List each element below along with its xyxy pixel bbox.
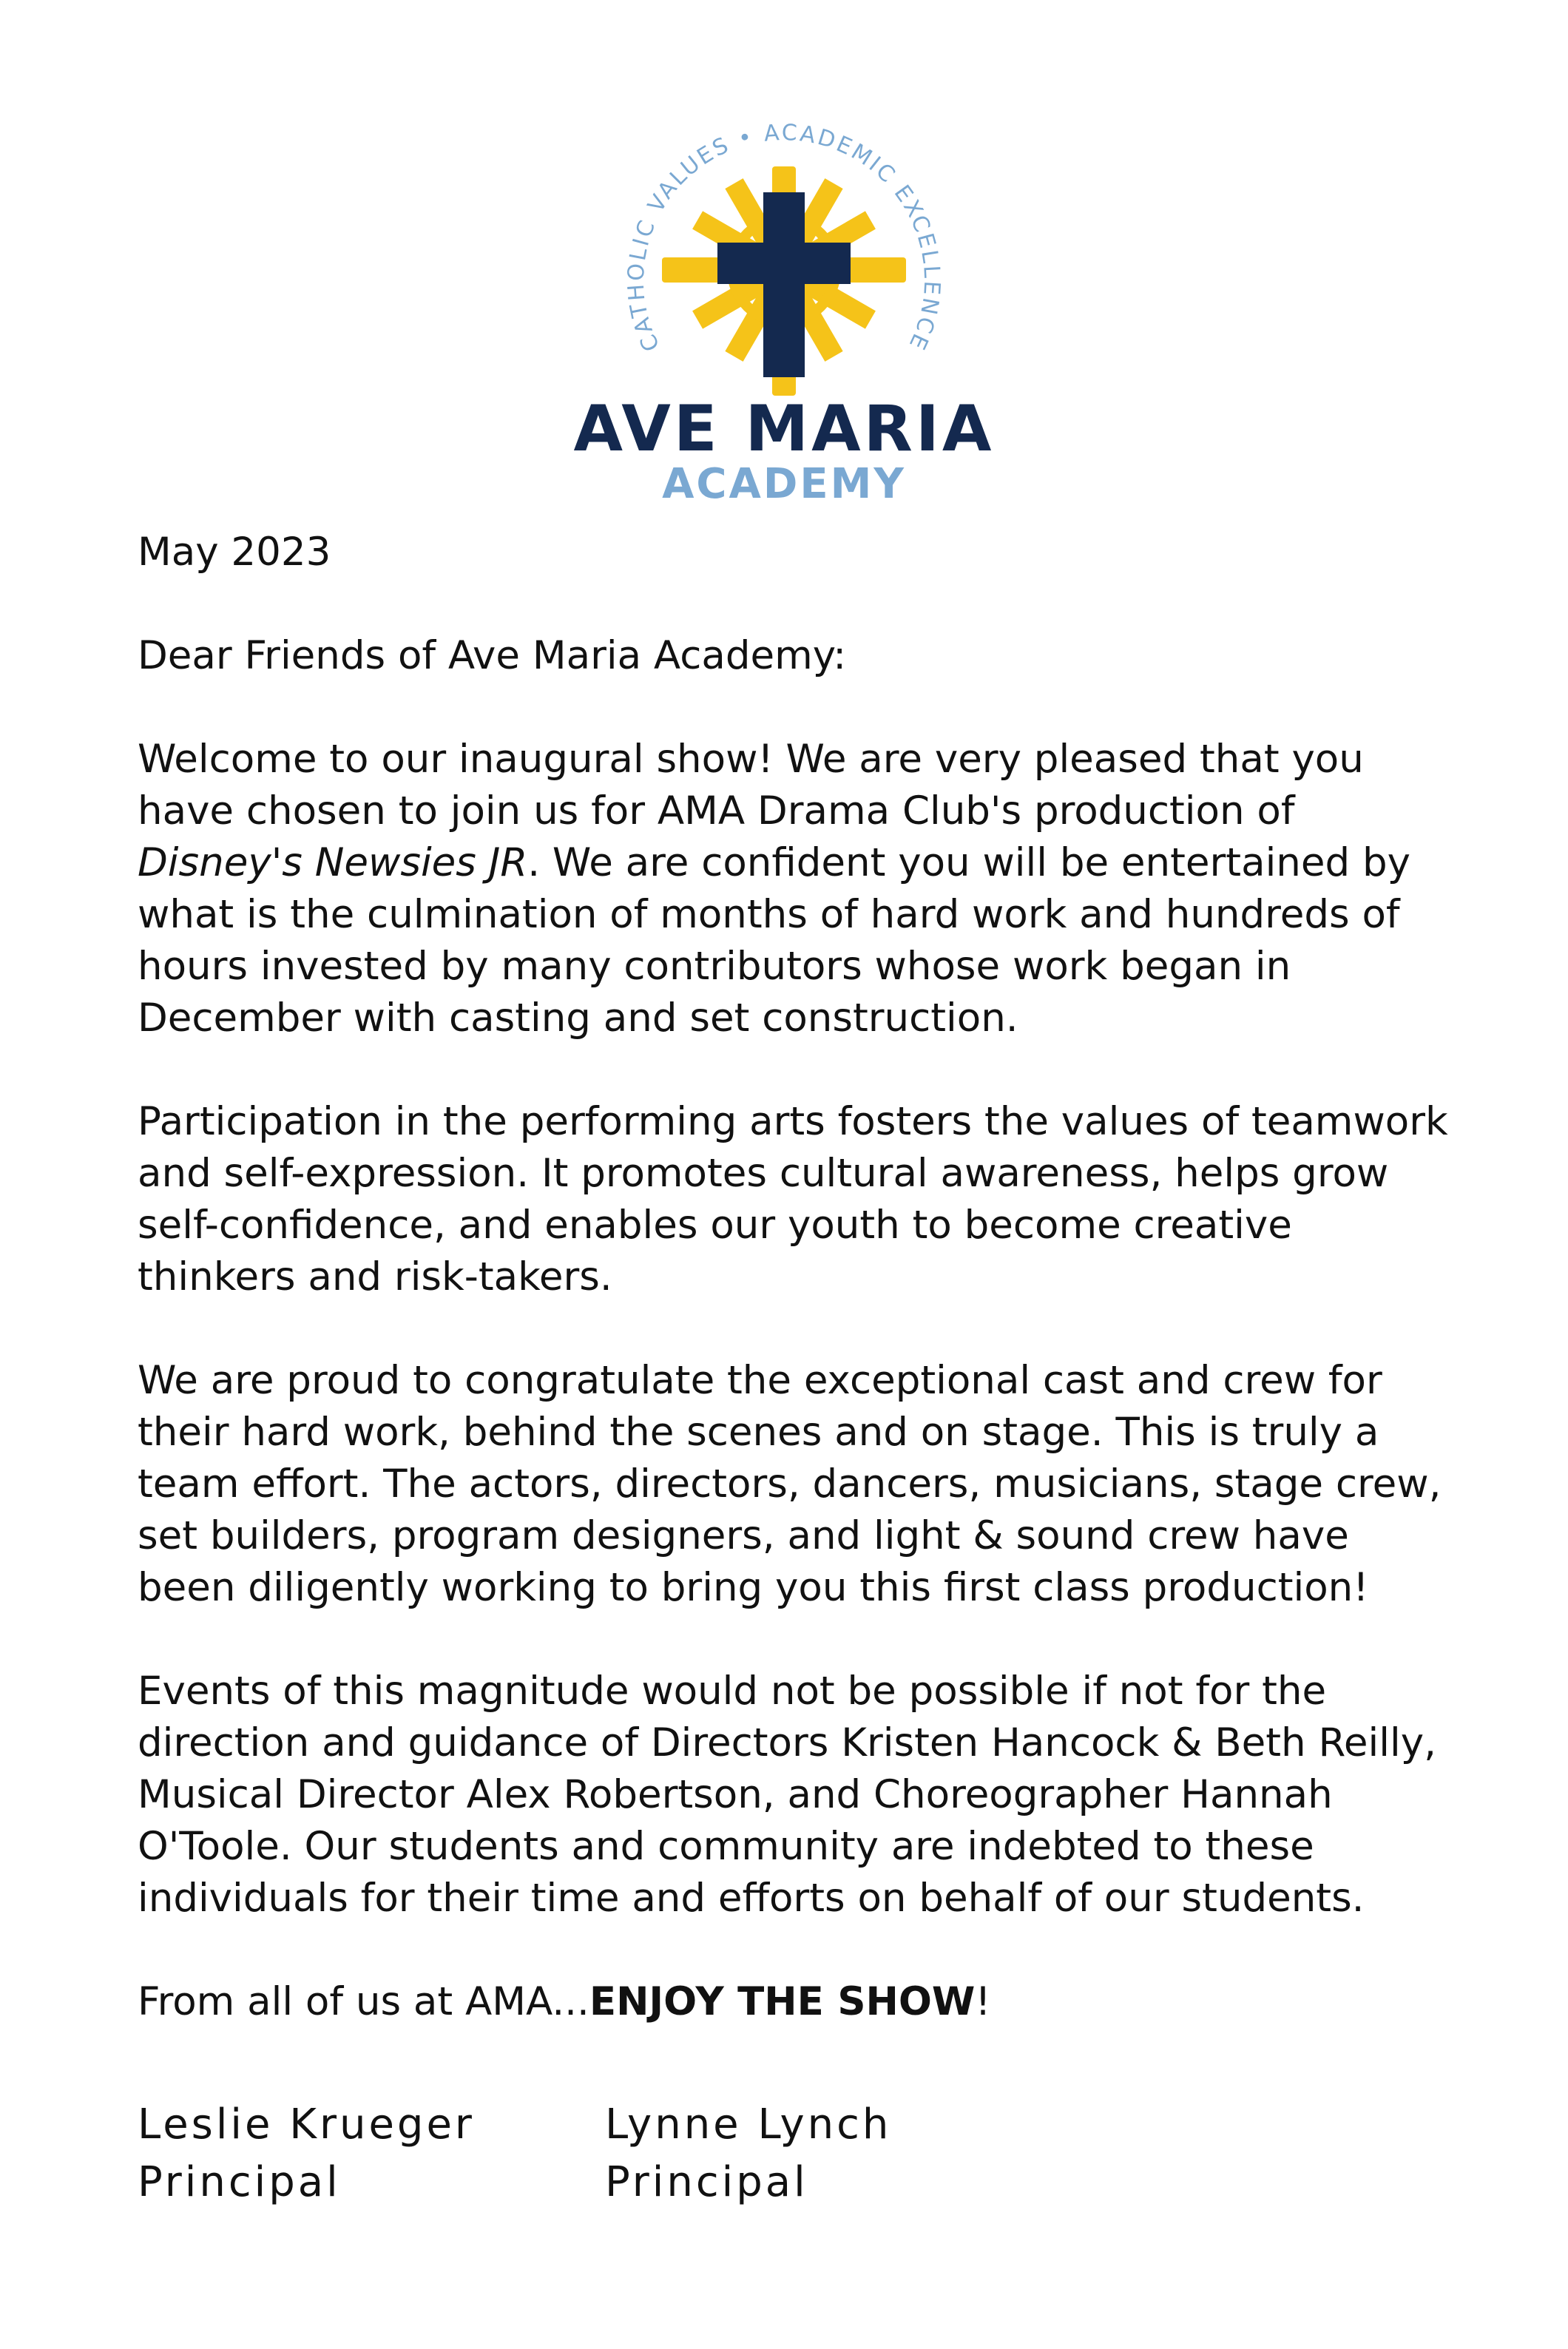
signer-name: Leslie Krueger	[138, 2100, 475, 2149]
school-logo	[0, 0, 1568, 518]
letter-body	[138, 527, 1454, 2211]
letter-salutation: Dear Friends of Ave Maria Academy:	[138, 633, 847, 678]
paragraph-arts: Participation in the performing arts fosters the values of teamwork and self-expression. It promotes cultural awareness, helps grow self-confidence, and enables our youth to become creative thinkers and risk-takers.	[138, 1099, 1448, 1299]
signature-block	[138, 2096, 1454, 2211]
signer-title: Principal	[138, 2158, 341, 2206]
paragraph-welcome-text-end: . We are confident you will be entertained by what is the culmination of months of hard work and hundreds of hours invested by many contributors whose work began in December with casting and set construction.	[138, 840, 1410, 1041]
paragraph-directors: Events of this magnitude would not be possible if not for the direction and guidance of Directors Kristen Hancock & Beth Reilly, Musical Director Alex Robertson, and Choreographer Hannah O'Toole. Our students and community are indebted to these individuals for their time and efforts on behalf of our students.	[138, 1669, 1436, 1921]
closing-bold-text: ENJOY THE SHOW	[589, 1979, 976, 2024]
paragraph-welcome	[138, 734, 1454, 1044]
signer-title: Principal	[605, 2158, 808, 2206]
cross-emblem-icon	[592, 118, 976, 422]
closing-text: From all of us at AMA...	[138, 1979, 589, 2024]
logo-arc-text: CATHOLIC VALUES • ACADEMIC EXCELLENCE	[623, 119, 945, 356]
closing-punctuation: !	[975, 1979, 991, 2024]
show-title: Disney's Newsies JR	[138, 840, 528, 885]
signature-2	[605, 2096, 1072, 2211]
paragraph-welcome-text: Welcome to our inaugural show! We are very pleased that you have chosen to join us for AMA Drama Club's production of	[138, 737, 1364, 834]
signer-name: Lynne Lynch	[605, 2100, 892, 2149]
letter-date: May 2023	[138, 530, 331, 575]
signature-1	[138, 2096, 605, 2211]
letter-closing	[138, 1976, 1454, 2028]
logo-subname: ACADEMY	[662, 460, 906, 508]
paragraph-congratulations: We are proud to congratulate the exceptional cast and crew for their hard work, behind the scenes and on stage. This is truly a team effort. The actors, directors, dancers, musicians, stage crew, set builders, program designers, and light & sound crew have been diligently working to bring you this first class production!	[138, 1358, 1442, 1610]
logo-name: AVE MARIA	[573, 392, 995, 466]
